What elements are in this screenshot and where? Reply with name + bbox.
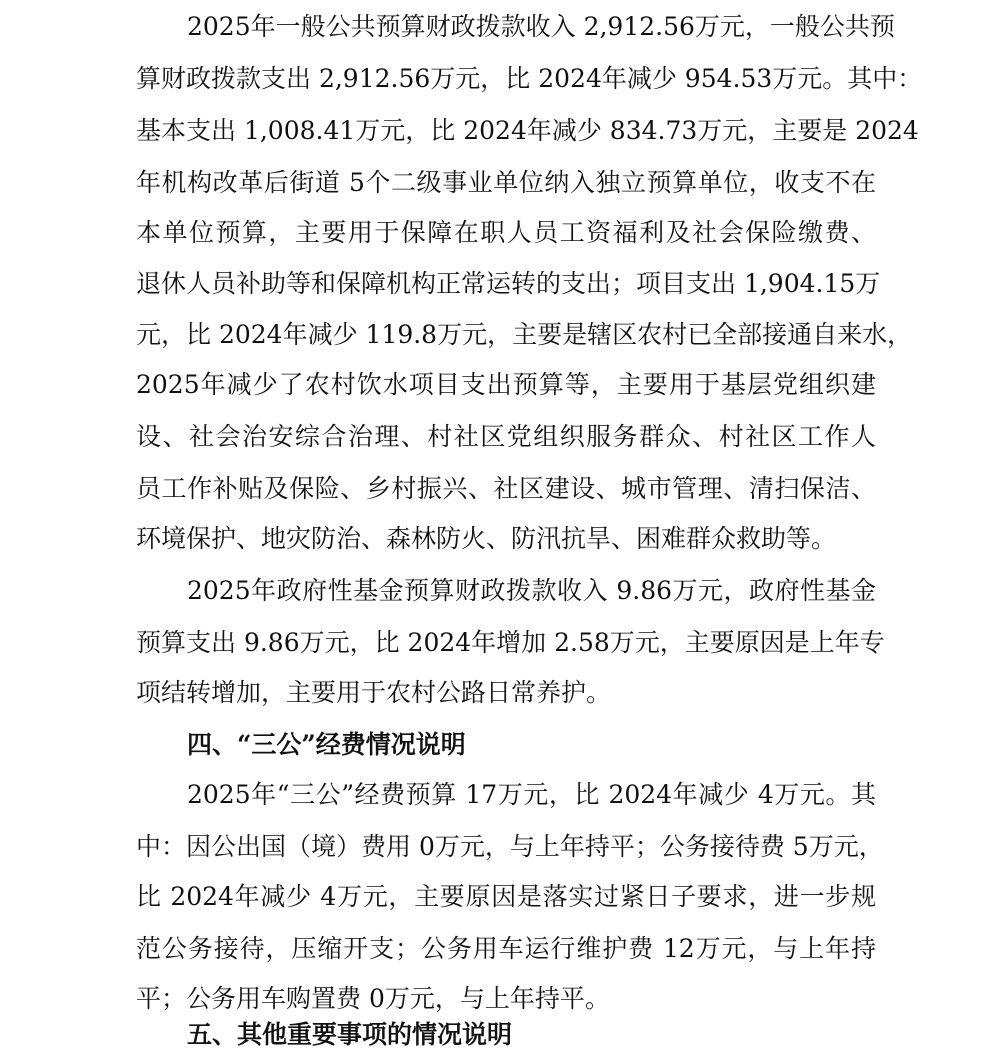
text-line: 项结转增加，主要用于农村公路日常养护。 [136,678,612,707]
text-line: 基本支出 1,008.41万元，比 2024年减少 834.73万元，主要是 2024 [136,116,919,145]
section-heading-five: 五、其他重要事项的情况说明 [187,1020,513,1049]
text-line: 算财政拨款支出 2,912.56万元，比 2024年减少 954.53万元。其中： [136,64,923,93]
text-line: 平；公务用车购置费 0万元，与上年持平。 [136,984,610,1013]
text-line: 环境保护、地灾防治、森林防火、防汛抗旱、困难群众救助等。 [136,524,837,553]
text-line: 元，比 2024年减少 119.8万元，主要是辖区农村已全部接通自来水， [136,320,913,349]
text-line: 2025年政府性基金预算财政拨款收入 9.86万元，政府性基金 [187,576,876,605]
text-line: 中：因公出国（境）费用 0万元，与上年持平；公务接待费 5万元， [136,832,884,861]
text-line: 本单位预算，主要用于保障在职人员工资福利及社会保险缴费、 [136,218,876,247]
text-line: 2025年一般公共预算财政拨款收入 2,912.56万元，一般公共预 [187,12,895,41]
text-line: 比 2024年减少 4万元，主要原因是落实过紧日子要求，进一步规 [136,882,876,911]
text-line: 预算支出 9.86万元，比 2024年增加 2.58万元，主要原因是上年专 [136,628,885,657]
text-line: 2025年减少了农村饮水项目支出预算等，主要用于基层党组织建 [136,370,876,399]
text-line: 范公务接待，压缩开支；公务用车运行维护费 12万元，与上年持 [136,934,876,963]
text-line: 员工作补贴及保险、乡村振兴、社区建设、城市管理、清扫保洁、 [136,474,876,503]
text-line: 设、社会治安综合治理、村社区党组织服务群众、村社区工作人 [136,422,876,451]
text-line: 退休人员补助等和保障机构正常运转的支出；项目支出 1,904.15万 [136,269,881,298]
text-line: 2025年“三公”经费预算 17万元，比 2024年减少 4万元。其 [187,780,876,809]
text-line: 年机构改革后街道 5个二级事业单位纳入独立预算单位，收支不在 [136,168,876,197]
section-heading-four: 四、“三公”经费情况说明 [187,730,466,759]
